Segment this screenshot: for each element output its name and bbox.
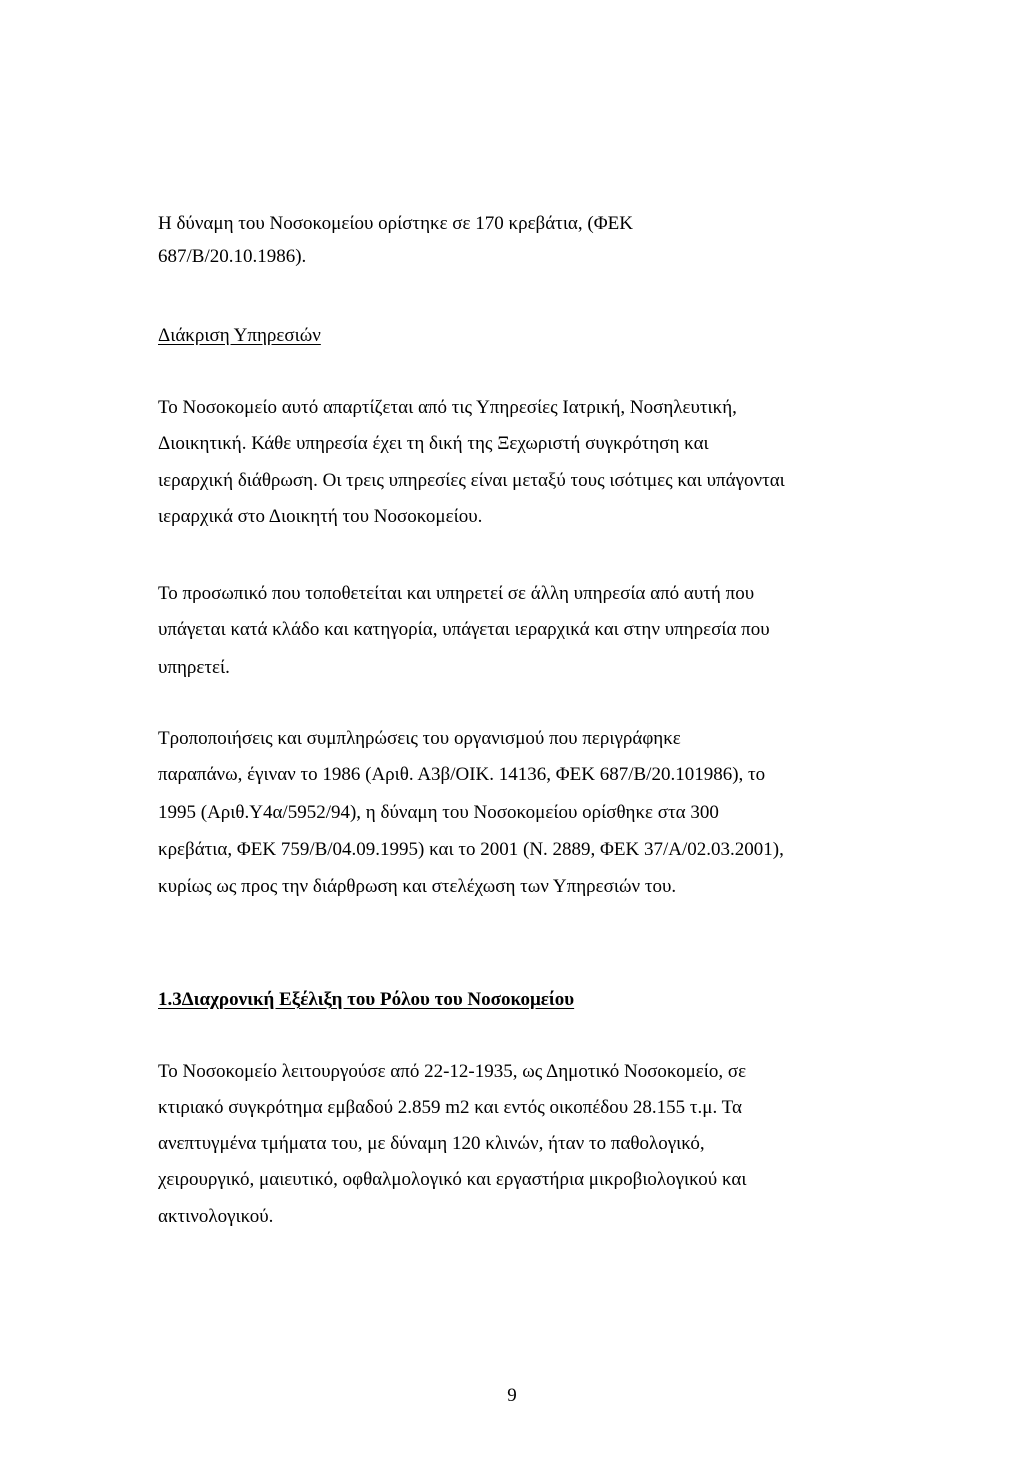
paragraph-line: υπηρετεί.: [158, 657, 230, 678]
paragraph-line: κρεβάτια, ΦΕΚ 759/Β/04.09.1995) και το 2001 (Ν. 2889, ΦΕΚ 37/Α/02.03.2001),: [158, 839, 784, 860]
paragraph-line: ανεπτυγμένα τμήματα του, με δύναμη 120 κλινών, ήταν το παθολογικό,: [158, 1133, 705, 1154]
paragraph-line: 687/Β/20.10.1986).: [158, 246, 307, 267]
paragraph-line: Διοικητική. Κάθε υπηρεσία έχει τη δική της Ξεχωριστή συγκρότηση και: [158, 433, 709, 454]
section-heading-evolution: 1.3Διαχρονική Εξέλιξη του Ρόλου του Νοσοκομείου: [158, 989, 575, 1010]
paragraph-line: 1995 (Αριθ.Υ4α/5952/94), η δύναμη του Νοσοκομείου ορίσθηκε στα 300: [158, 802, 719, 823]
paragraph-line: κυρίως ως προς την διάρθρωση και στελέχωση των Υπηρεσιών του.: [158, 876, 677, 897]
section-heading-services: Διάκριση Υπηρεσιών: [158, 325, 321, 346]
paragraph-line: Τροποποιήσεις και συμπληρώσεις του οργανισμού που περιγράφηκε: [158, 728, 681, 749]
paragraph-line: παραπάνω, έγιναν το 1986 (Αριθ. Α3β/ΟΙΚ. 14136, ΦΕΚ 687/Β/20.101986), το: [158, 764, 766, 785]
paragraph-line: ακτινολογικού.: [158, 1206, 274, 1227]
paragraph-line: ιεραρχική διάθρωση. Οι τρεις υπηρεσίες είναι μεταξύ τους ισότιμες και υπάγονται: [158, 470, 785, 491]
paragraph-line: ιεραρχικά στο Διοικητή του Νοσοκομείου.: [158, 506, 483, 527]
paragraph-line: Το προσωπικό που τοποθετείται και υπηρετεί σε άλλη υπηρεσία από αυτή που: [158, 583, 755, 604]
page-number: 9: [507, 1385, 517, 1406]
paragraph-line: χειρουργικό, μαιευτικό, οφθαλμολογικό και εργαστήρια μικροβιολογικού και: [158, 1169, 747, 1190]
paragraph-line: Το Νοσοκομείο λειτουργούσε από 22-12-1935, ως Δημοτικό Νοσοκομείο, σε: [158, 1061, 747, 1082]
paragraph-line: υπάγεται κατά κλάδο και κατηγορία, υπάγεται ιεραρχικά και στην υπηρεσία που: [158, 619, 770, 640]
paragraph-line: Το Νοσοκομείο αυτό απαρτίζεται από τις Υπηρεσίες Ιατρική, Νοσηλευτική,: [158, 397, 737, 418]
paragraph-line: κτιριακό συγκρότημα εμβαδού 2.859 m2 και εντός οικοπέδου 28.155 τ.μ. Τα: [158, 1097, 742, 1118]
paragraph-line: Η δύναμη του Νοσοκομείου ορίστηκε σε 170 κρεβάτια, (ΦΕΚ: [158, 213, 633, 234]
